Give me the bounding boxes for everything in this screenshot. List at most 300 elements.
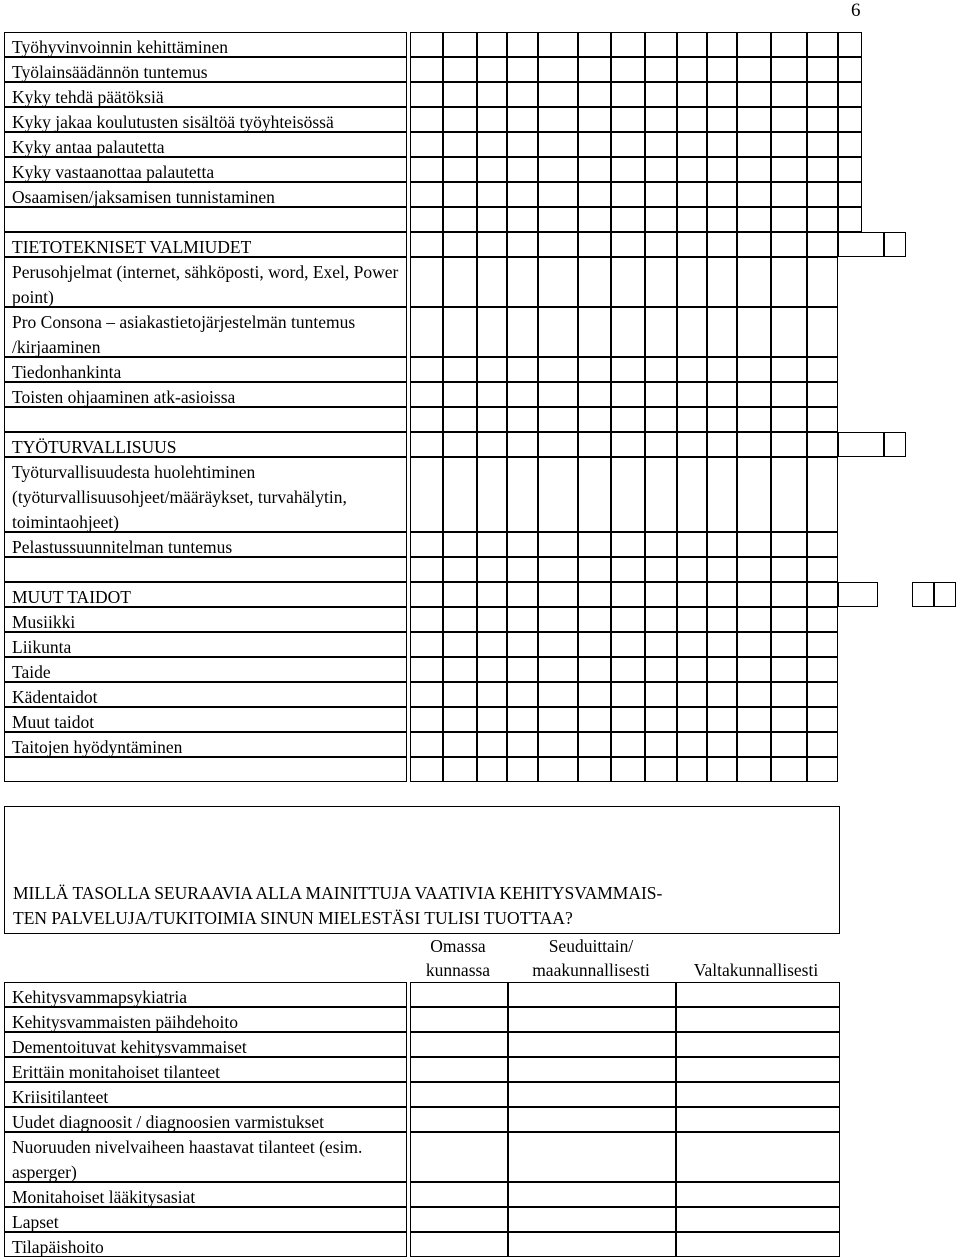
rating-cell[interactable] xyxy=(677,382,707,407)
rating-cell[interactable] xyxy=(410,182,443,207)
rating-cell[interactable] xyxy=(771,257,807,307)
rating-cell[interactable] xyxy=(410,57,443,82)
rating-cell[interactable] xyxy=(507,382,538,407)
rating-cell[interactable] xyxy=(443,732,477,757)
rating-cell[interactable] xyxy=(578,157,611,182)
national-cell[interactable] xyxy=(676,1107,840,1132)
rating-cell[interactable] xyxy=(645,732,677,757)
rating-cell[interactable] xyxy=(578,357,611,382)
national-cell[interactable] xyxy=(676,1082,840,1107)
rating-cell[interactable] xyxy=(807,32,838,57)
rating-cell-extra[interactable] xyxy=(838,82,862,107)
rating-cell[interactable] xyxy=(677,432,707,457)
rating-cell[interactable] xyxy=(578,132,611,157)
rating-cell[interactable] xyxy=(771,407,807,432)
rating-cell[interactable] xyxy=(737,257,771,307)
rating-cell[interactable] xyxy=(771,582,807,607)
rating-cell[interactable] xyxy=(507,257,538,307)
rating-cell[interactable] xyxy=(477,757,507,782)
rating-cell-extra[interactable] xyxy=(884,232,906,257)
rating-cell[interactable] xyxy=(477,707,507,732)
rating-cell[interactable] xyxy=(707,207,737,232)
rating-cell[interactable] xyxy=(737,132,771,157)
rating-cell[interactable] xyxy=(477,582,507,607)
rating-cell[interactable] xyxy=(507,232,538,257)
rating-cell[interactable] xyxy=(477,382,507,407)
rating-cell[interactable] xyxy=(507,657,538,682)
rating-cell-extra[interactable] xyxy=(838,157,862,182)
rating-cell[interactable] xyxy=(578,632,611,657)
rating-cell[interactable] xyxy=(443,32,477,57)
rating-cell[interactable] xyxy=(578,232,611,257)
rating-cell[interactable] xyxy=(771,457,807,532)
rating-cell[interactable] xyxy=(507,207,538,232)
rating-cell-extra[interactable] xyxy=(838,32,862,57)
rating-cell[interactable] xyxy=(538,232,578,257)
rating-cell[interactable] xyxy=(507,532,538,557)
rating-cell[interactable] xyxy=(443,357,477,382)
rating-cell[interactable] xyxy=(611,207,645,232)
rating-cell[interactable] xyxy=(737,657,771,682)
rating-cell[interactable] xyxy=(645,32,677,57)
rating-cell[interactable] xyxy=(611,32,645,57)
rating-cell[interactable] xyxy=(611,657,645,682)
rating-cell[interactable] xyxy=(707,457,737,532)
rating-cell[interactable] xyxy=(677,457,707,532)
rating-cell[interactable] xyxy=(507,457,538,532)
rating-cell[interactable] xyxy=(507,707,538,732)
rating-cell[interactable] xyxy=(737,207,771,232)
rating-cell[interactable] xyxy=(771,607,807,632)
rating-cell[interactable] xyxy=(807,432,838,457)
rating-cell[interactable] xyxy=(771,182,807,207)
rating-cell[interactable] xyxy=(677,307,707,357)
rating-cell[interactable] xyxy=(807,182,838,207)
rating-cell[interactable] xyxy=(771,432,807,457)
rating-cell[interactable] xyxy=(578,582,611,607)
rating-cell[interactable] xyxy=(538,657,578,682)
rating-cell[interactable] xyxy=(477,357,507,382)
rating-cell[interactable] xyxy=(737,57,771,82)
rating-cell-extra[interactable] xyxy=(838,132,862,157)
rating-cell[interactable] xyxy=(707,382,737,407)
rating-cell[interactable] xyxy=(707,407,737,432)
rating-cell[interactable] xyxy=(578,657,611,682)
rating-cell-extra[interactable] xyxy=(838,207,862,232)
rating-cell[interactable] xyxy=(807,107,838,132)
rating-cell[interactable] xyxy=(807,657,838,682)
rating-cell[interactable] xyxy=(737,732,771,757)
rating-cell[interactable] xyxy=(807,82,838,107)
rating-cell[interactable] xyxy=(611,182,645,207)
rating-cell[interactable] xyxy=(477,182,507,207)
rating-cell[interactable] xyxy=(611,257,645,307)
rating-cell[interactable] xyxy=(443,582,477,607)
rating-cell[interactable] xyxy=(737,382,771,407)
national-cell[interactable] xyxy=(676,982,840,1007)
rating-cell[interactable] xyxy=(677,57,707,82)
rating-cell[interactable] xyxy=(677,157,707,182)
rating-cell[interactable] xyxy=(737,32,771,57)
rating-cell[interactable] xyxy=(737,707,771,732)
municipality-cell[interactable] xyxy=(410,1007,508,1032)
rating-cell[interactable] xyxy=(611,757,645,782)
rating-cell[interactable] xyxy=(707,157,737,182)
rating-cell[interactable] xyxy=(578,607,611,632)
rating-cell[interactable] xyxy=(677,182,707,207)
rating-cell[interactable] xyxy=(807,457,838,532)
rating-cell[interactable] xyxy=(645,307,677,357)
rating-cell[interactable] xyxy=(707,432,737,457)
rating-cell[interactable] xyxy=(538,157,578,182)
rating-cell[interactable] xyxy=(578,707,611,732)
rating-cell[interactable] xyxy=(807,157,838,182)
regional-cell[interactable] xyxy=(508,1232,676,1257)
municipality-cell[interactable] xyxy=(410,1182,508,1207)
national-cell[interactable] xyxy=(676,1132,840,1182)
municipality-cell[interactable] xyxy=(410,1082,508,1107)
rating-cell[interactable] xyxy=(443,307,477,357)
rating-cell[interactable] xyxy=(737,357,771,382)
rating-cell[interactable] xyxy=(645,582,677,607)
regional-cell[interactable] xyxy=(508,1107,676,1132)
rating-cell[interactable] xyxy=(507,432,538,457)
rating-cell[interactable] xyxy=(807,707,838,732)
rating-cell[interactable] xyxy=(807,557,838,582)
rating-cell[interactable] xyxy=(477,432,507,457)
rating-cell[interactable] xyxy=(771,682,807,707)
rating-cell[interactable] xyxy=(611,57,645,82)
rating-cell[interactable] xyxy=(410,207,443,232)
rating-cell[interactable] xyxy=(611,457,645,532)
rating-cell[interactable] xyxy=(737,607,771,632)
rating-cell[interactable] xyxy=(707,307,737,357)
national-cell[interactable] xyxy=(676,1232,840,1257)
rating-cell[interactable] xyxy=(443,532,477,557)
rating-cell[interactable] xyxy=(707,732,737,757)
rating-cell[interactable] xyxy=(611,732,645,757)
rating-cell[interactable] xyxy=(677,707,707,732)
rating-cell[interactable] xyxy=(807,532,838,557)
rating-cell[interactable] xyxy=(771,232,807,257)
rating-cell[interactable] xyxy=(477,632,507,657)
rating-cell[interactable] xyxy=(443,432,477,457)
rating-cell[interactable] xyxy=(477,257,507,307)
rating-cell[interactable] xyxy=(410,632,443,657)
rating-cell[interactable] xyxy=(645,57,677,82)
rating-cell[interactable] xyxy=(578,382,611,407)
rating-cell[interactable] xyxy=(645,657,677,682)
rating-cell[interactable] xyxy=(443,682,477,707)
rating-cell[interactable] xyxy=(677,732,707,757)
rating-cell[interactable] xyxy=(477,682,507,707)
rating-cell[interactable] xyxy=(807,57,838,82)
rating-cell[interactable] xyxy=(645,257,677,307)
rating-cell[interactable] xyxy=(410,532,443,557)
rating-cell[interactable] xyxy=(645,157,677,182)
rating-cell[interactable] xyxy=(807,207,838,232)
rating-cell[interactable] xyxy=(645,632,677,657)
rating-cell[interactable] xyxy=(807,632,838,657)
rating-cell[interactable] xyxy=(410,82,443,107)
municipality-cell[interactable] xyxy=(410,1107,508,1132)
rating-cell[interactable] xyxy=(507,632,538,657)
rating-cell[interactable] xyxy=(578,257,611,307)
rating-cell[interactable] xyxy=(410,232,443,257)
rating-cell[interactable] xyxy=(578,432,611,457)
rating-cell[interactable] xyxy=(807,257,838,307)
rating-cell[interactable] xyxy=(707,232,737,257)
rating-cell[interactable] xyxy=(477,732,507,757)
rating-cell[interactable] xyxy=(410,407,443,432)
national-cell[interactable] xyxy=(676,1182,840,1207)
rating-cell[interactable] xyxy=(578,557,611,582)
rating-cell[interactable] xyxy=(771,657,807,682)
rating-cell[interactable] xyxy=(477,607,507,632)
rating-cell[interactable] xyxy=(410,657,443,682)
rating-cell[interactable] xyxy=(771,32,807,57)
rating-cell[interactable] xyxy=(707,57,737,82)
rating-cell[interactable] xyxy=(677,207,707,232)
rating-cell[interactable] xyxy=(645,407,677,432)
rating-cell[interactable] xyxy=(771,307,807,357)
rating-cell[interactable] xyxy=(443,257,477,307)
rating-cell-extra[interactable] xyxy=(884,432,906,457)
rating-cell[interactable] xyxy=(677,532,707,557)
rating-cell[interactable] xyxy=(443,607,477,632)
rating-cell[interactable] xyxy=(611,607,645,632)
rating-cell[interactable] xyxy=(538,107,578,132)
rating-cell-extra[interactable] xyxy=(838,107,862,132)
rating-cell[interactable] xyxy=(645,357,677,382)
rating-cell[interactable] xyxy=(645,182,677,207)
rating-cell[interactable] xyxy=(771,157,807,182)
rating-cell[interactable] xyxy=(410,757,443,782)
rating-cell[interactable] xyxy=(707,757,737,782)
rating-cell[interactable] xyxy=(507,57,538,82)
regional-cell[interactable] xyxy=(508,1032,676,1057)
rating-cell[interactable] xyxy=(645,707,677,732)
rating-cell[interactable] xyxy=(611,532,645,557)
rating-cell[interactable] xyxy=(611,632,645,657)
national-cell[interactable] xyxy=(676,1032,840,1057)
rating-cell[interactable] xyxy=(707,582,737,607)
rating-cell[interactable] xyxy=(443,557,477,582)
rating-cell[interactable] xyxy=(807,357,838,382)
rating-cell[interactable] xyxy=(507,157,538,182)
rating-cell[interactable] xyxy=(611,307,645,357)
rating-cell[interactable] xyxy=(443,182,477,207)
rating-cell[interactable] xyxy=(807,307,838,357)
rating-cell[interactable] xyxy=(611,432,645,457)
rating-cell[interactable] xyxy=(645,132,677,157)
rating-cell[interactable] xyxy=(771,357,807,382)
rating-cell[interactable] xyxy=(677,582,707,607)
rating-cell[interactable] xyxy=(771,107,807,132)
municipality-cell[interactable] xyxy=(410,1057,508,1082)
rating-cell[interactable] xyxy=(410,582,443,607)
rating-cell[interactable] xyxy=(443,207,477,232)
rating-cell[interactable] xyxy=(645,232,677,257)
rating-cell[interactable] xyxy=(737,157,771,182)
rating-cell[interactable] xyxy=(707,632,737,657)
rating-cell[interactable] xyxy=(578,457,611,532)
municipality-cell[interactable] xyxy=(410,1132,508,1182)
rating-cell[interactable] xyxy=(443,82,477,107)
rating-cell[interactable] xyxy=(707,557,737,582)
rating-cell[interactable] xyxy=(707,107,737,132)
rating-cell[interactable] xyxy=(737,107,771,132)
regional-cell[interactable] xyxy=(508,1182,676,1207)
rating-cell[interactable] xyxy=(645,682,677,707)
rating-cell[interactable] xyxy=(677,407,707,432)
rating-cell[interactable] xyxy=(477,82,507,107)
rating-cell[interactable] xyxy=(578,32,611,57)
rating-cell[interactable] xyxy=(507,307,538,357)
rating-cell[interactable] xyxy=(578,682,611,707)
municipality-cell[interactable] xyxy=(410,982,508,1007)
rating-cell-extra[interactable] xyxy=(912,582,934,607)
rating-cell[interactable] xyxy=(737,557,771,582)
rating-cell[interactable] xyxy=(611,232,645,257)
rating-cell[interactable] xyxy=(737,432,771,457)
rating-cell[interactable] xyxy=(645,557,677,582)
rating-cell[interactable] xyxy=(538,207,578,232)
rating-cell[interactable] xyxy=(538,407,578,432)
rating-cell[interactable] xyxy=(507,182,538,207)
rating-cell[interactable] xyxy=(538,682,578,707)
rating-cell[interactable] xyxy=(410,607,443,632)
rating-cell[interactable] xyxy=(538,57,578,82)
rating-cell[interactable] xyxy=(611,582,645,607)
rating-cell[interactable] xyxy=(737,82,771,107)
rating-cell[interactable] xyxy=(538,757,578,782)
rating-cell[interactable] xyxy=(707,607,737,632)
rating-cell[interactable] xyxy=(507,682,538,707)
rating-cell[interactable] xyxy=(677,32,707,57)
rating-cell-extra[interactable] xyxy=(838,57,862,82)
rating-cell[interactable] xyxy=(677,132,707,157)
rating-cell[interactable] xyxy=(443,132,477,157)
rating-cell[interactable] xyxy=(507,82,538,107)
national-cell[interactable] xyxy=(676,1057,840,1082)
rating-cell[interactable] xyxy=(771,57,807,82)
rating-cell[interactable] xyxy=(443,632,477,657)
rating-cell[interactable] xyxy=(477,457,507,532)
rating-cell-extra[interactable] xyxy=(838,432,884,457)
rating-cell[interactable] xyxy=(737,757,771,782)
rating-cell[interactable] xyxy=(737,632,771,657)
rating-cell[interactable] xyxy=(737,457,771,532)
rating-cell[interactable] xyxy=(443,457,477,532)
rating-cell[interactable] xyxy=(538,457,578,532)
regional-cell[interactable] xyxy=(508,982,676,1007)
rating-cell[interactable] xyxy=(611,82,645,107)
rating-cell[interactable] xyxy=(578,407,611,432)
rating-cell[interactable] xyxy=(410,382,443,407)
rating-cell[interactable] xyxy=(578,82,611,107)
regional-cell[interactable] xyxy=(508,1007,676,1032)
rating-cell[interactable] xyxy=(477,532,507,557)
rating-cell[interactable] xyxy=(477,232,507,257)
rating-cell[interactable] xyxy=(645,532,677,557)
regional-cell[interactable] xyxy=(508,1057,676,1082)
rating-cell[interactable] xyxy=(611,382,645,407)
rating-cell[interactable] xyxy=(538,357,578,382)
rating-cell[interactable] xyxy=(538,732,578,757)
rating-cell[interactable] xyxy=(771,207,807,232)
rating-cell[interactable] xyxy=(538,632,578,657)
rating-cell[interactable] xyxy=(410,682,443,707)
rating-cell[interactable] xyxy=(677,657,707,682)
rating-cell[interactable] xyxy=(677,232,707,257)
rating-cell-extra[interactable] xyxy=(838,182,862,207)
rating-cell[interactable] xyxy=(677,682,707,707)
rating-cell[interactable] xyxy=(771,732,807,757)
rating-cell[interactable] xyxy=(507,607,538,632)
regional-cell[interactable] xyxy=(508,1132,676,1182)
rating-cell[interactable] xyxy=(645,607,677,632)
rating-cell[interactable] xyxy=(538,182,578,207)
rating-cell[interactable] xyxy=(578,307,611,357)
rating-cell[interactable] xyxy=(707,182,737,207)
rating-cell[interactable] xyxy=(807,382,838,407)
rating-cell[interactable] xyxy=(443,707,477,732)
rating-cell[interactable] xyxy=(538,307,578,357)
rating-cell[interactable] xyxy=(707,32,737,57)
rating-cell[interactable] xyxy=(707,357,737,382)
rating-cell[interactable] xyxy=(443,232,477,257)
rating-cell[interactable] xyxy=(611,407,645,432)
rating-cell[interactable] xyxy=(538,382,578,407)
rating-cell[interactable] xyxy=(410,307,443,357)
national-cell[interactable] xyxy=(676,1207,840,1232)
rating-cell[interactable] xyxy=(611,157,645,182)
rating-cell[interactable] xyxy=(578,757,611,782)
rating-cell[interactable] xyxy=(611,707,645,732)
rating-cell[interactable] xyxy=(578,732,611,757)
rating-cell[interactable] xyxy=(477,57,507,82)
rating-cell[interactable] xyxy=(677,632,707,657)
rating-cell[interactable] xyxy=(410,132,443,157)
rating-cell[interactable] xyxy=(443,107,477,132)
rating-cell[interactable] xyxy=(538,132,578,157)
rating-cell[interactable] xyxy=(507,357,538,382)
rating-cell[interactable] xyxy=(507,407,538,432)
rating-cell[interactable] xyxy=(477,132,507,157)
rating-cell[interactable] xyxy=(771,82,807,107)
rating-cell[interactable] xyxy=(477,207,507,232)
rating-cell[interactable] xyxy=(538,432,578,457)
rating-cell[interactable] xyxy=(807,132,838,157)
rating-cell[interactable] xyxy=(507,732,538,757)
municipality-cell[interactable] xyxy=(410,1207,508,1232)
rating-cell[interactable] xyxy=(707,532,737,557)
rating-cell[interactable] xyxy=(807,407,838,432)
rating-cell[interactable] xyxy=(538,557,578,582)
rating-cell[interactable] xyxy=(507,757,538,782)
municipality-cell[interactable] xyxy=(410,1232,508,1257)
rating-cell[interactable] xyxy=(807,757,838,782)
rating-cell[interactable] xyxy=(737,407,771,432)
rating-cell[interactable] xyxy=(645,382,677,407)
rating-cell[interactable] xyxy=(477,307,507,357)
rating-cell[interactable] xyxy=(737,682,771,707)
rating-cell[interactable] xyxy=(771,132,807,157)
rating-cell[interactable] xyxy=(477,657,507,682)
rating-cell[interactable] xyxy=(538,82,578,107)
rating-cell[interactable] xyxy=(611,132,645,157)
